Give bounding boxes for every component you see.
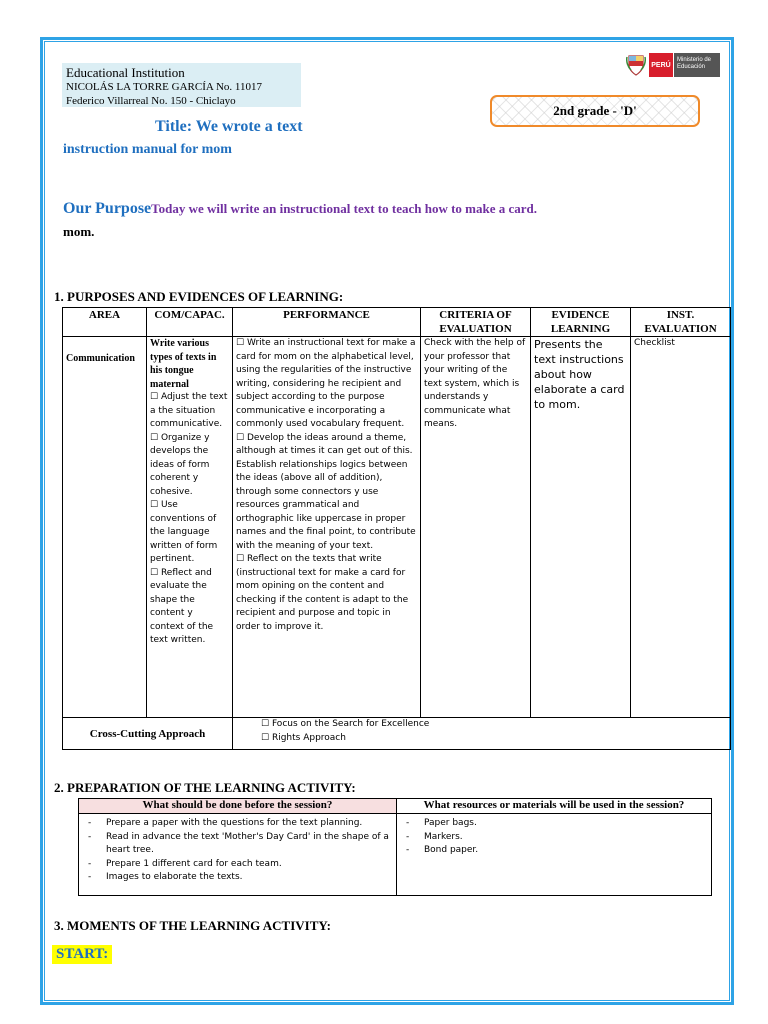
col-comp: COM/CAPAC. [147, 308, 233, 337]
list-item: - Markers. [406, 831, 706, 845]
cross-cutting-label: Cross-Cutting Approach [63, 718, 233, 750]
list-item: - Prepare a paper with the questions for the text planning. [88, 817, 391, 831]
ministry-label: Ministerio de Educación [674, 53, 720, 77]
cross-cutting-row [63, 718, 731, 750]
purpose-continuation: mom. [63, 224, 95, 239]
page-title: Title: We wrote a text [155, 118, 303, 135]
list-item: ☐ Rights Approach [261, 732, 346, 743]
table-row [63, 337, 731, 718]
capacity-list [150, 391, 229, 648]
grade-badge: 2nd grade - 'D' [490, 95, 700, 127]
preparation-table [78, 798, 712, 896]
peru-coat-of-arms-icon [626, 53, 646, 77]
table-header-row [63, 308, 731, 337]
cross-cutting-list [233, 718, 731, 750]
table-header-row [79, 799, 712, 814]
col-evidence: EVIDENCE LEARNING [531, 308, 631, 337]
peru-label: PERÚ [649, 53, 673, 77]
institution-label: Educational Institution [66, 65, 185, 80]
section-2-heading: 2. PREPARATION OF THE LEARNING ACTIVITY: [54, 780, 356, 795]
col-inst: INST. EVALUATION [631, 308, 731, 337]
competence-cell [147, 337, 233, 718]
list-item: - Prepare 1 different card for each team. [88, 858, 391, 872]
institution-box [62, 63, 301, 107]
list-item: - Paper bags. [406, 817, 706, 831]
section-1-heading: 1. PURPOSES AND EVIDENCES OF LEARNING: [54, 289, 344, 304]
page-subtitle: instruction manual for mom [63, 142, 232, 157]
list-item: ☐ Adjust the text a the situation communicative. [150, 392, 228, 429]
learning-evidence-table [62, 307, 731, 750]
purpose-text: Today we will write an instructional text to teach how to make a card. [151, 201, 538, 216]
list-item: - Bond paper. [406, 844, 706, 858]
list-item: ☐ Reflect and evaluate the shape the content y context of the text written. [150, 567, 214, 645]
criteria-cell: Check with the help of your professor that your writing of the text system, which is understands y communicate what means. [421, 337, 531, 718]
list-item: ☐ Reflect on the texts that write (instructional text for make a card for mom opining on the content and checking if the content is adapt to the recipient and purpose and topic in order to improve it. [236, 554, 409, 632]
col-before-session: What should be done before the session? [79, 799, 397, 814]
performance-cell [233, 337, 421, 718]
list-item: ☐ Organize y develops the ideas of form coherent y cohesive. [150, 432, 210, 497]
list-item: - Images to elaborate the texts. [88, 871, 391, 885]
ministry-logo [626, 52, 722, 78]
competence-text: Write various types of texts in his tongue maternal [150, 338, 217, 390]
purpose-label: Our Purpose [63, 200, 152, 217]
purpose-line [63, 200, 537, 218]
list-item: ☐ Write an instructional text for make a card for mom on the alphabetical level, using the regularities of the instructive writing, considering he recipient and subject according to the purpose communicative e incorporating a commonly used vocabulary frequent. [236, 338, 416, 429]
evidence-cell: Presents the text instructions about how elaborate a card to mom. [531, 337, 631, 718]
col-area: AREA [63, 308, 147, 337]
area-cell: Communication [63, 337, 147, 718]
col-criteria: CRITERIA OF EVALUATION [421, 308, 531, 337]
list-item: ☐ Use conventions of the language written of form pertinent. [150, 500, 218, 564]
list-item: ☐ Develop the ideas around a theme, although at times it can get out of this. Establish relationships logics between the ideas (above all of addition), through some connectors y use resources grammatical and orthographic like uppercase in proper names and the final point, to contribute with the meaning of your text. [236, 432, 416, 551]
start-label: START: [52, 945, 112, 964]
institution-address: Federico Villarreal No. 150 - Chiclayo [66, 95, 236, 107]
section-3-heading: 3. MOMENTS OF THE LEARNING ACTIVITY: [54, 918, 331, 933]
before-session-cell [79, 814, 397, 896]
col-performance: PERFORMANCE [233, 308, 421, 337]
institution-name: NICOLÁS LA TORRE GARCÍA No. 11017 [66, 81, 262, 93]
list-item: - Read in advance the text 'Mother's Day Card' in the shape of a heart tree. [88, 831, 391, 858]
resources-cell [397, 814, 712, 896]
table-row [79, 814, 712, 896]
col-resources: What resources or materials will be used in the session? [397, 799, 712, 814]
list-item: ☐ Focus on the Search for Excellence [261, 719, 430, 729]
instrument-cell: Checklist [631, 337, 731, 718]
